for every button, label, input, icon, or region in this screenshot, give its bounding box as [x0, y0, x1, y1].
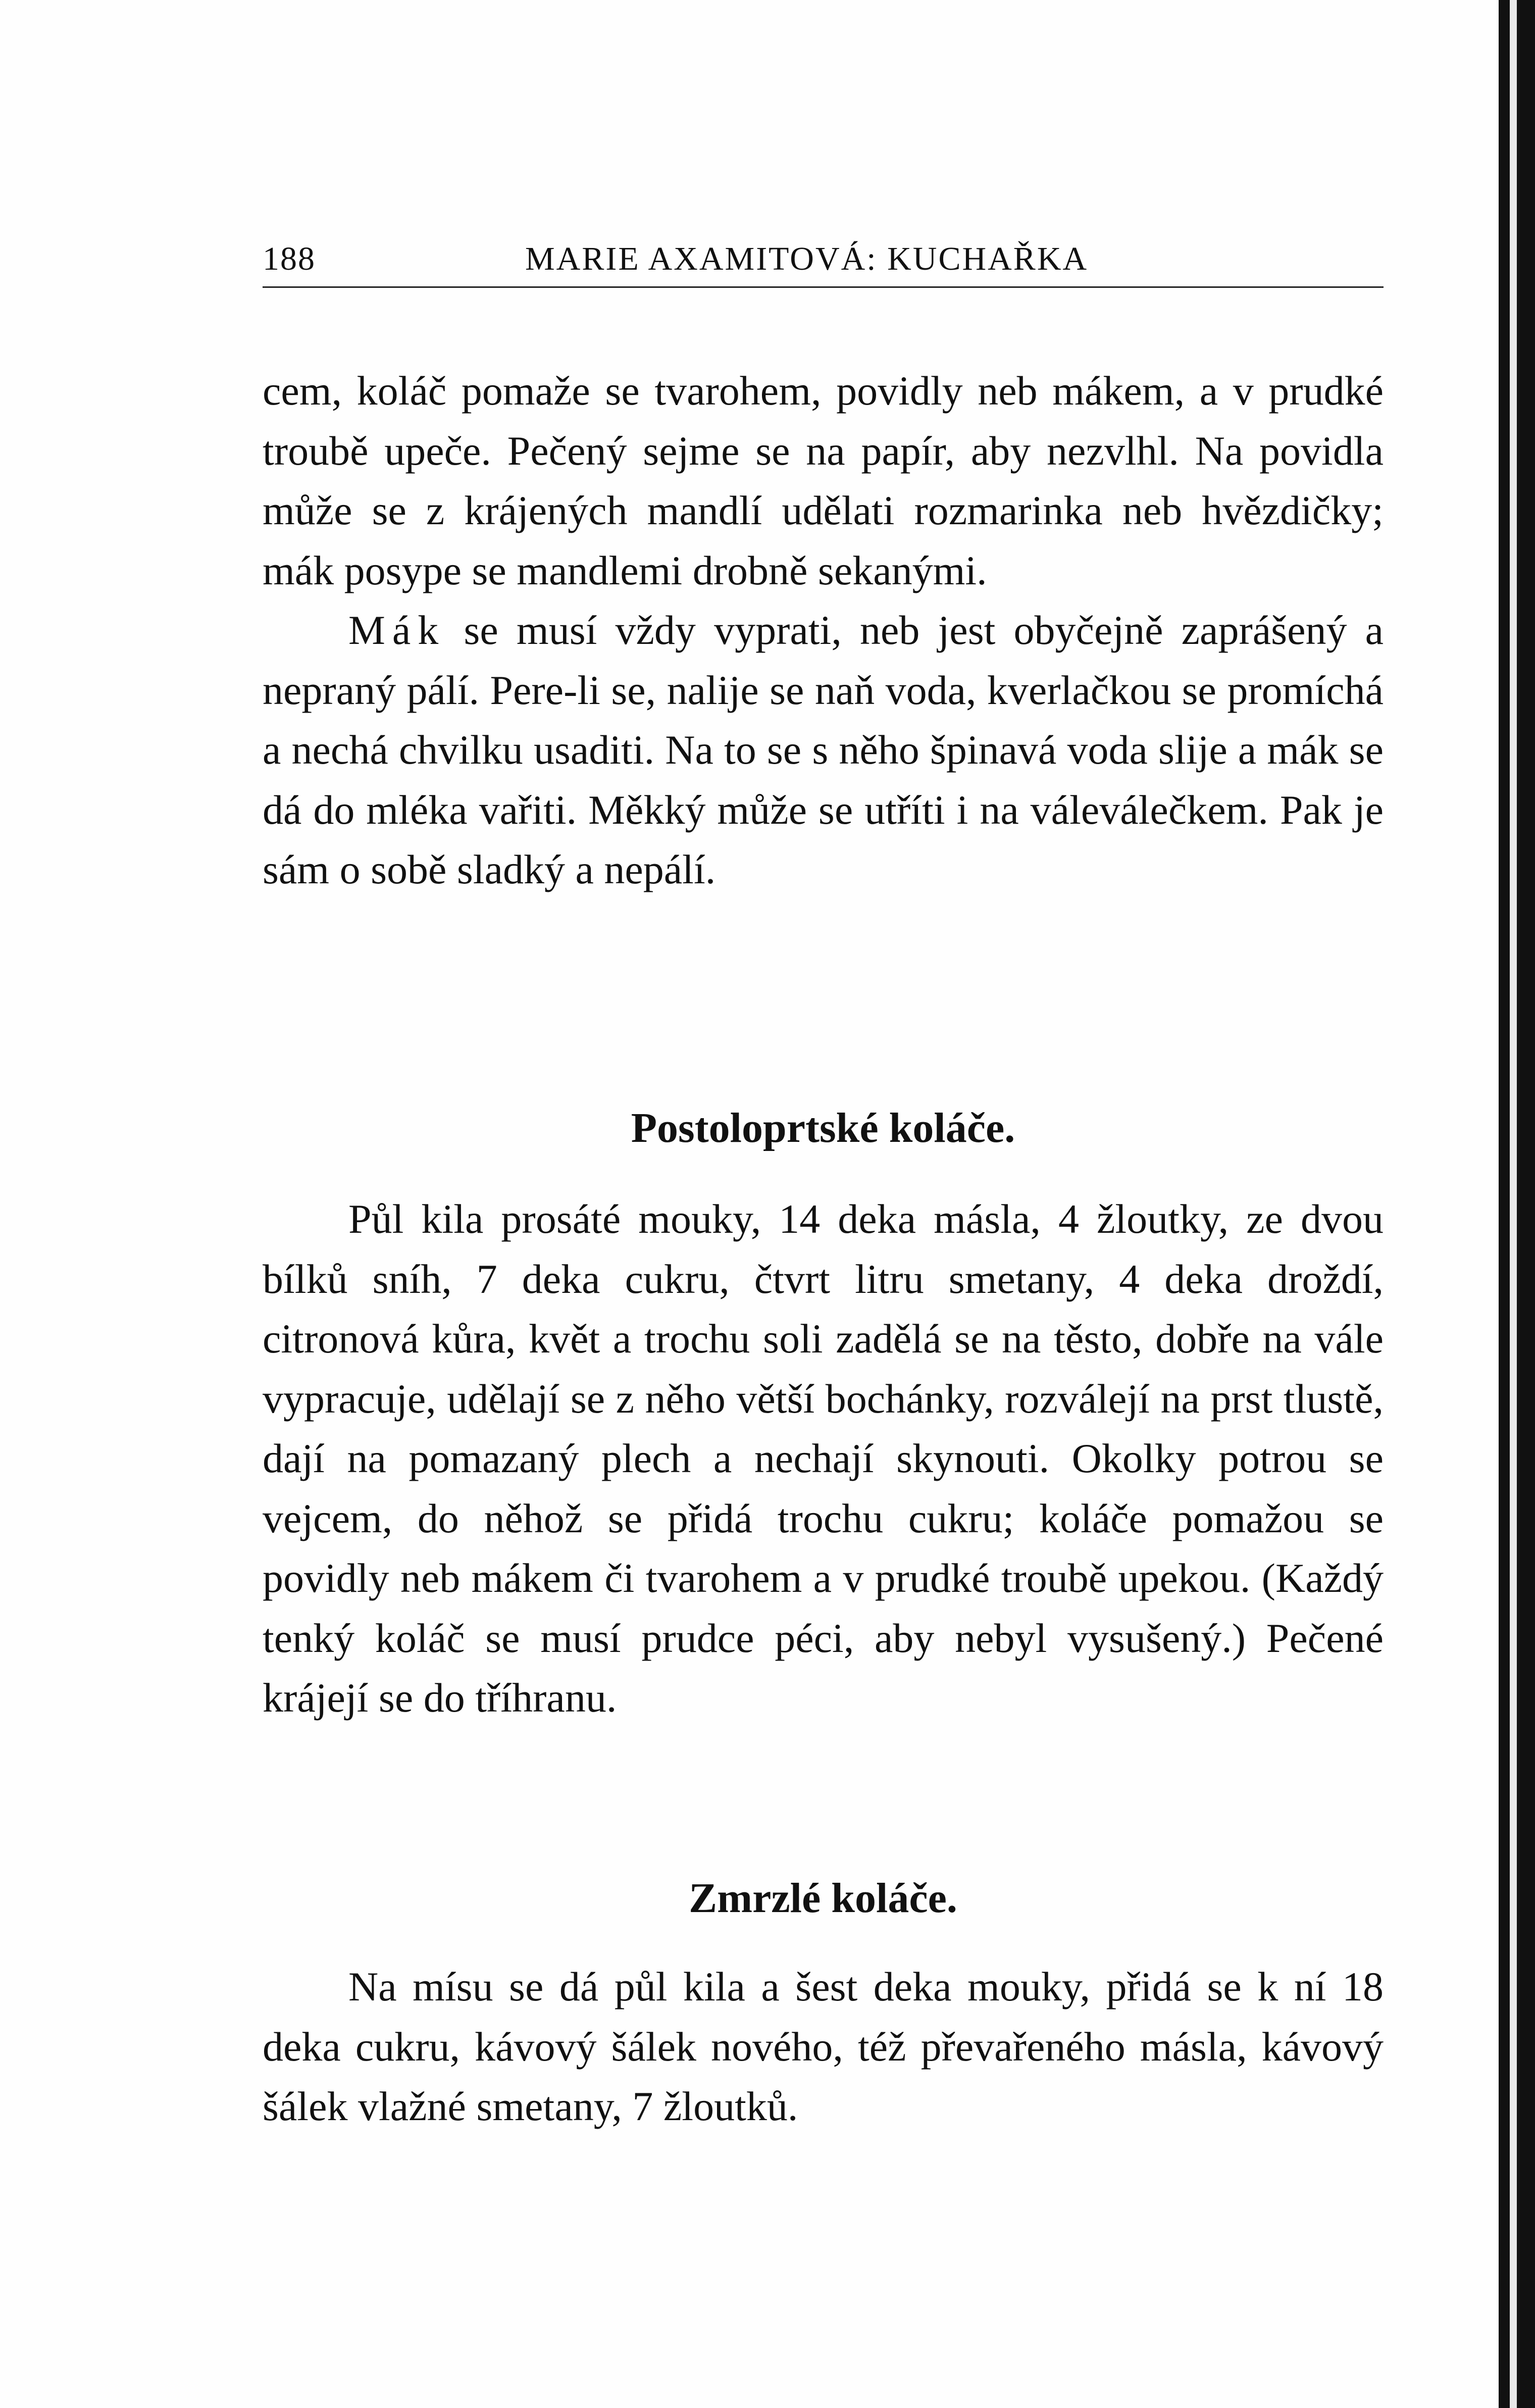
paragraph-2-body: se musí vždy vyprati, neb jest obyčejně zaprášený a nepraný pálí. Pere-li se, nalije se naň voda, kverlačkou se promíchá a nechá chvilku usaditi. Na to se s něho špinavá voda slije a mák se dá do mléka vařiti. Měkký může se utříti i na váleválečkem. Pak je sám o sobě sladký a nepálí. [263, 607, 1384, 892]
running-title: MARIE AXAMITOVÁ: KUCHAŘKA [525, 240, 1089, 277]
recipe-1-title: Postoloprtské koláče. [631, 1105, 1015, 1151]
page-edge-shadow [1499, 0, 1535, 2408]
recipe-2-text: Na mísu se dá půl kila a šest deka mouky, přidá se k ní 18 deka cukru, kávový šálek nového, též převařeného másla, kávový šálek vlažné smetany, 7 žloutků. [263, 1964, 1384, 2129]
continuation-text [263, 361, 1384, 900]
recipe-1-text: Půl kila prosáté mouky, 14 deka másla, 4 žloutky, ze dvou bílků sníh, 7 deka cukru, čtvrt litru smetany, 4 deka droždí, citronová kůra, květ a trochu soli zadělá se na těsto, dobře na vále vypracuje, udělají se z něho větší bochánky, rozválejí na prst tlustě, dají na pomazaný plech a nechají skynouti. Okolky potrou se vejcem, do něhož se přidá trochu cukru; koláče pomažou se povidly neb mákem či tvarohem a v prudké troubě upekou. (Každý tenký koláč se musí prudce péci, aby nebyl vysušený.) Pečené krájejí se do tříhranu. [263, 1196, 1384, 1721]
paragraph-1: cem, koláč pomaže se tvarohem, povidly neb mákem, a v prudké troubě upeče. Pečený sejme se na papír, aby nezvlhl. Na povidla může se z krájených mandlí udělati rozmarinka neb hvězdičky; mák posype se mandlemi drobně sekanými. [263, 368, 1384, 593]
recipe-2-body [263, 1957, 1384, 2137]
recipe-1-body [263, 1189, 1384, 1728]
page-number: 188 [263, 240, 316, 277]
paragraph-2-lead: Mák [348, 607, 446, 653]
page-header [263, 240, 1384, 285]
page-edge-line [1510, 0, 1517, 2408]
paragraph-2 [263, 600, 1384, 900]
recipe-2-title: Zmrzlé koláče. [689, 1875, 957, 1922]
header-rule [263, 286, 1384, 288]
